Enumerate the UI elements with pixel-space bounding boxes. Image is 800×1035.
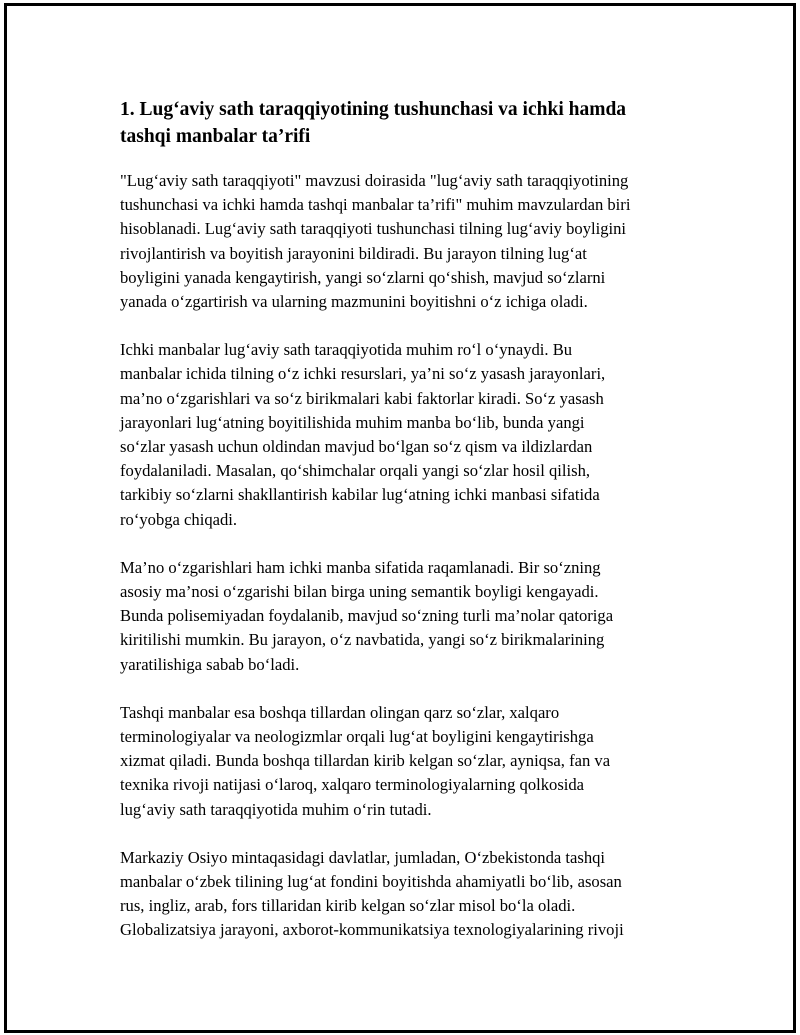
text-line: "Lug‘aviy sath taraqqiyoti" mavzusi doirasida "lug‘aviy sath taraqqiyotining (120, 171, 629, 190)
paragraph-4 (120, 701, 700, 822)
text-line: manbalar o‘zbek tilining lug‘at fondini boyitishda ahamiyatli bo‘lib, asosan (120, 872, 622, 892)
text-line: manbalar ichida tilning o‘z ichki resurslari, ya’ni so‘z yasash jarayonlari, (120, 364, 606, 384)
text-line: jarayonlari lug‘atning boyitilishida muhim manba bo‘lib, bunda yangi (120, 412, 585, 432)
text-line: boyligini yanada kengaytirish, yangi so‘zlarni qo‘shish, mavjud so‘zlarni (120, 267, 606, 287)
text-line: lug‘aviy sath taraqqiyotida muhim o‘rin tutadi. (120, 799, 432, 819)
text-line: tushunchasi va ichki hamda tashqi manbalar ta’rifi" muhim mavzulardan biri (120, 195, 631, 215)
text-line: Markaziy Osiyo mintaqasidagi davlatlar, jumladan, O‘zbekistonda tashqi (120, 847, 606, 867)
text-line: texnika rivoji natijasi o‘laroq, xalqaro terminologiyalarning qolkosida (120, 775, 585, 795)
text-line: Globalizatsiya jarayoni, axborot-kommunikatsiya texnologiyalarining rivoji (120, 920, 624, 940)
document-content (120, 96, 700, 967)
text-line: Bunda polisemiyadan foydalanib, mavjud so‘zning turli ma’nolar qatoriga (120, 606, 614, 626)
paragraph-1 (120, 169, 700, 314)
section-heading (120, 96, 700, 150)
text-line: tarkibiy so‘zlarni shakllantirish kabilar lug‘atning ichki manbasi sifatida (120, 485, 600, 505)
text-line: terminologiyalar va neologizmlar orqali lug‘at boyligini kengaytirishga (120, 727, 594, 747)
heading-line: 1. Lug‘aviy sath taraqqiyotining tushunchasi va ichki hamda (120, 99, 627, 120)
text-line: ma’no o‘zgarishlari va so‘z birikmalari kabi faktorlar kiradi. So‘z yasash (120, 388, 604, 408)
text-line: asosiy ma’nosi o‘zgarishi bilan birga uning semantik boyligi kengayadi. (120, 582, 599, 602)
text-line: Ichki manbalar lug‘aviy sath taraqqiyotida muhim ro‘l o‘ynaydi. Bu (120, 340, 573, 360)
paragraph-5 (120, 846, 700, 943)
heading-line: tashqi manbalar ta’rifi (120, 126, 311, 147)
text-line: rus, ingliz, arab, fors tillaridan kirib kelgan so‘zlar misol bo‘la oladi. (120, 896, 576, 916)
text-line: foydalaniladi. Masalan, qo‘shimchalar orqali yangi so‘zlar hosil qilish, (120, 461, 591, 481)
text-line: kiritilishi mumkin. Bu jarayon, o‘z navbatida, yangi so‘z birikmalarining (120, 630, 605, 650)
text-line: xizmat qiladi. Bunda boshqa tillardan kirib kelgan so‘zlar, ayniqsa, fan va (120, 751, 611, 771)
text-line: Ma’no o‘zgarishlari ham ichki manba sifatida raqamlanadi. Bir so‘zning (120, 557, 601, 577)
paragraph-3 (120, 556, 700, 677)
text-line: Tashqi manbalar esa boshqa tillardan olingan qarz so‘zlar, xalqaro (120, 702, 560, 722)
text-line: hisoblanadi. Lug‘aviy sath taraqqiyoti tushunchasi tilning lug‘aviy boyligini (120, 219, 627, 239)
paragraph-2 (120, 338, 700, 532)
text-line: so‘zlar yasash uchun oldindan mavjud bo‘lgan so‘z qism va ildizlardan (120, 437, 593, 457)
text-line: yanada o‘zgartirish va ularning mazmunini boyitishni o‘z ichiga oladi. (120, 292, 588, 312)
document-page (4, 3, 796, 1033)
text-line: rivojlantirish va boyitish jarayonini bildiradi. Bu jarayon tilning lug‘at (120, 243, 587, 263)
text-line: yaratilishiga sabab bo‘ladi. (120, 654, 300, 674)
text-line: ro‘yobga chiqadi. (120, 509, 238, 529)
